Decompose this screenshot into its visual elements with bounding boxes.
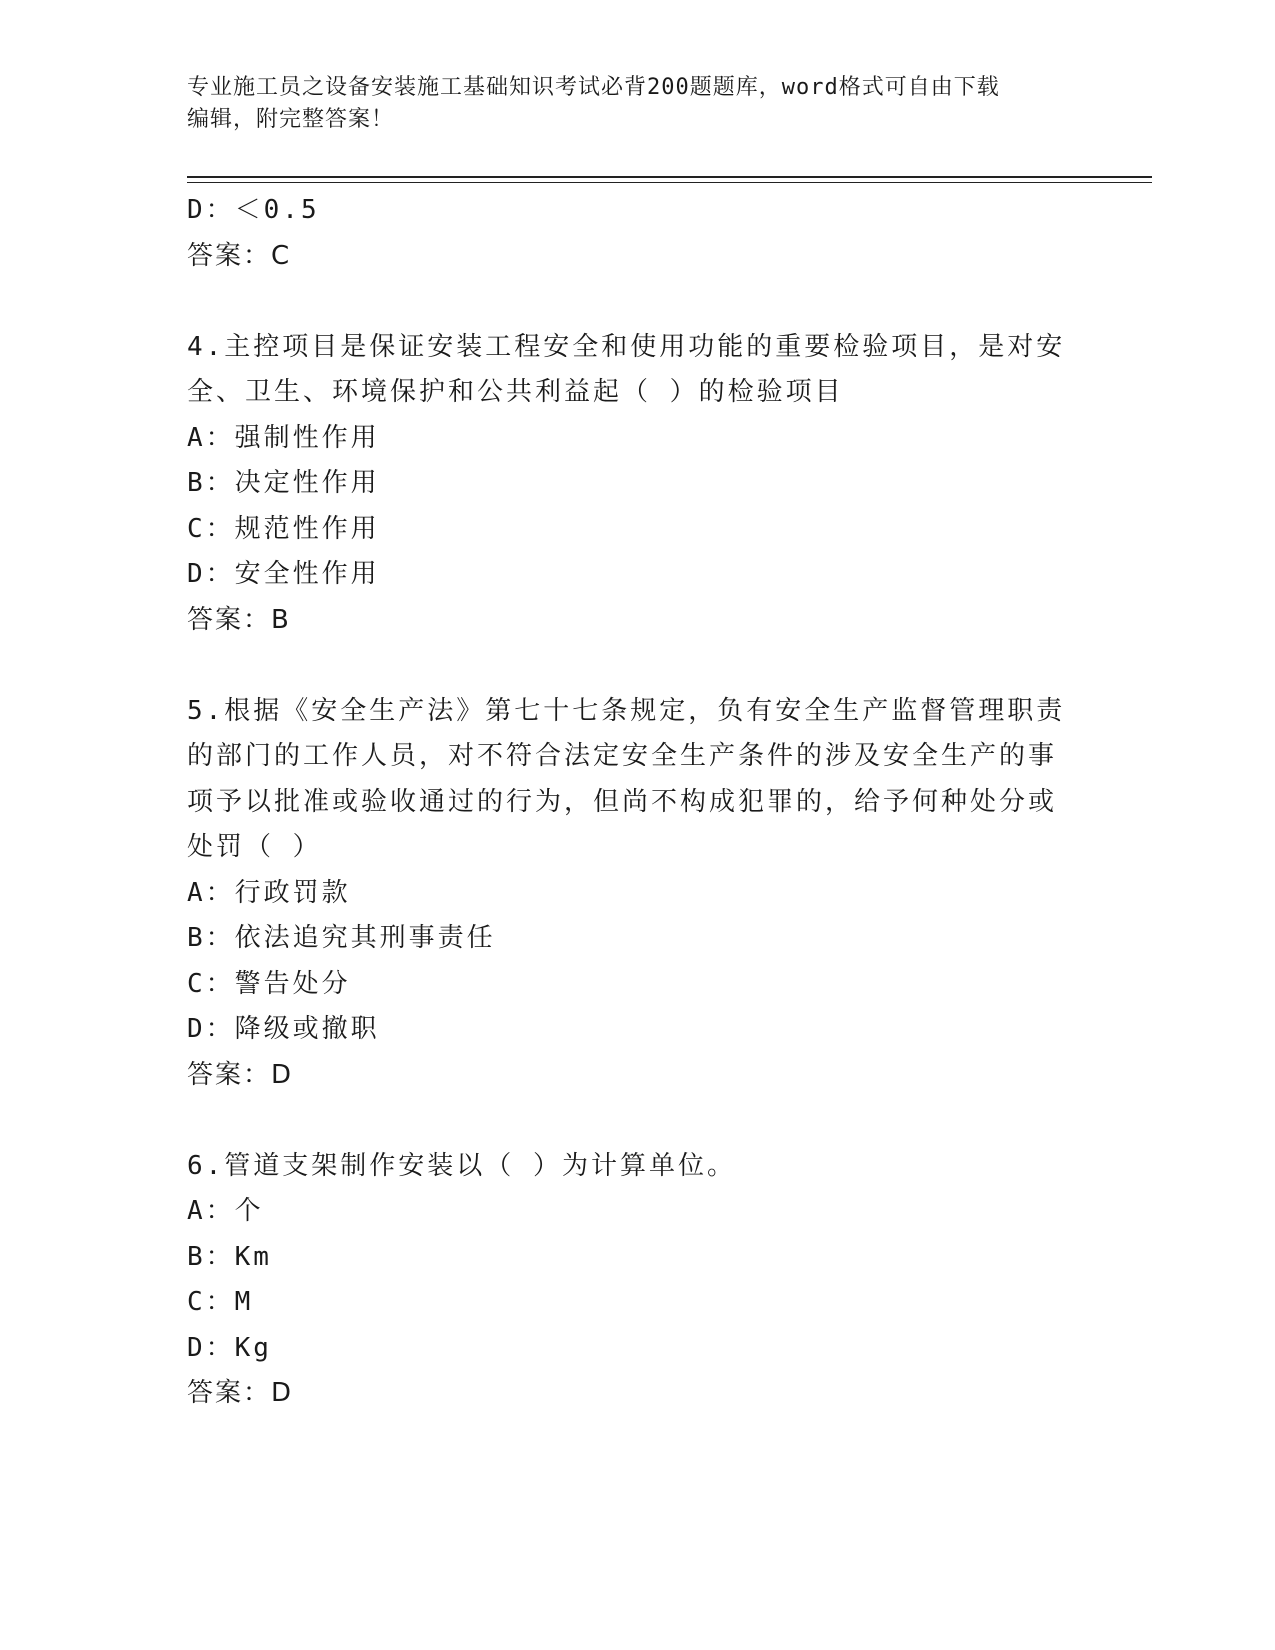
option-b: B：Km — [187, 1241, 272, 1272]
question-stem-line: 的部门的工作人员，对不符合法定安全生产条件的涉及安全生产的事 — [187, 741, 1058, 771]
answer: 答案：B — [187, 604, 291, 635]
option-c: C：警告处分 — [187, 968, 351, 999]
option-d: D：安全性作用 — [187, 559, 380, 589]
question-stem-line: 4.主控项目是保证安装工程安全和使用功能的重要检验项目，是对安 — [187, 331, 1066, 362]
question-list — [187, 188, 1067, 1417]
question-stem-line: 5.根据《安全生产法》第七十七条规定，负有安全生产监督管理职责 — [187, 695, 1066, 726]
spacer — [187, 1098, 1067, 1144]
question-stem-line: 项予以批准或验收通过的行为，但尚不构成犯罪的，给予何种处分或 — [187, 786, 1058, 817]
option-d: D：Kg — [187, 1332, 272, 1363]
header-divider-thick — [187, 176, 1152, 178]
question-4 — [187, 325, 1067, 644]
question-3-partial — [187, 188, 1067, 279]
answer: 答案：D — [187, 1378, 294, 1408]
option-a: A：强制性作用 — [187, 422, 380, 453]
question-5 — [187, 689, 1067, 1099]
header-title-line-2: 编辑，附完整答案！ — [187, 107, 395, 132]
spacer — [187, 279, 1067, 325]
option-c: C：规范性作用 — [187, 513, 380, 544]
option-a: A：行政罚款 — [187, 877, 351, 908]
option-d: D：＜0.5 — [187, 195, 320, 225]
answer: 答案：D — [187, 1059, 294, 1090]
answer: 答案：C — [187, 240, 292, 271]
option-a: A：个 — [187, 1196, 264, 1226]
question-stem-line: 全、卫生、环境保护和公共利益起（ ）的检验项目 — [187, 377, 844, 407]
document-header — [187, 72, 1087, 136]
option-b: B：决定性作用 — [187, 468, 380, 498]
option-c: C：M — [187, 1287, 254, 1317]
question-stem-line: 处罚（ ） — [187, 832, 322, 862]
question-stem-line: 6.管道支架制作安装以（ ）为计算单位。 — [187, 1150, 736, 1181]
option-d: D：降级或撤职 — [187, 1014, 380, 1044]
option-b: B：依法追究其刑事责任 — [187, 923, 496, 953]
header-divider-thin — [187, 182, 1152, 183]
question-6 — [187, 1144, 1067, 1417]
header-title-line-1: 专业施工员之设备安装施工基础知识考试必背200题题库，word格式可自由下载 — [187, 75, 1000, 100]
spacer — [187, 643, 1067, 689]
